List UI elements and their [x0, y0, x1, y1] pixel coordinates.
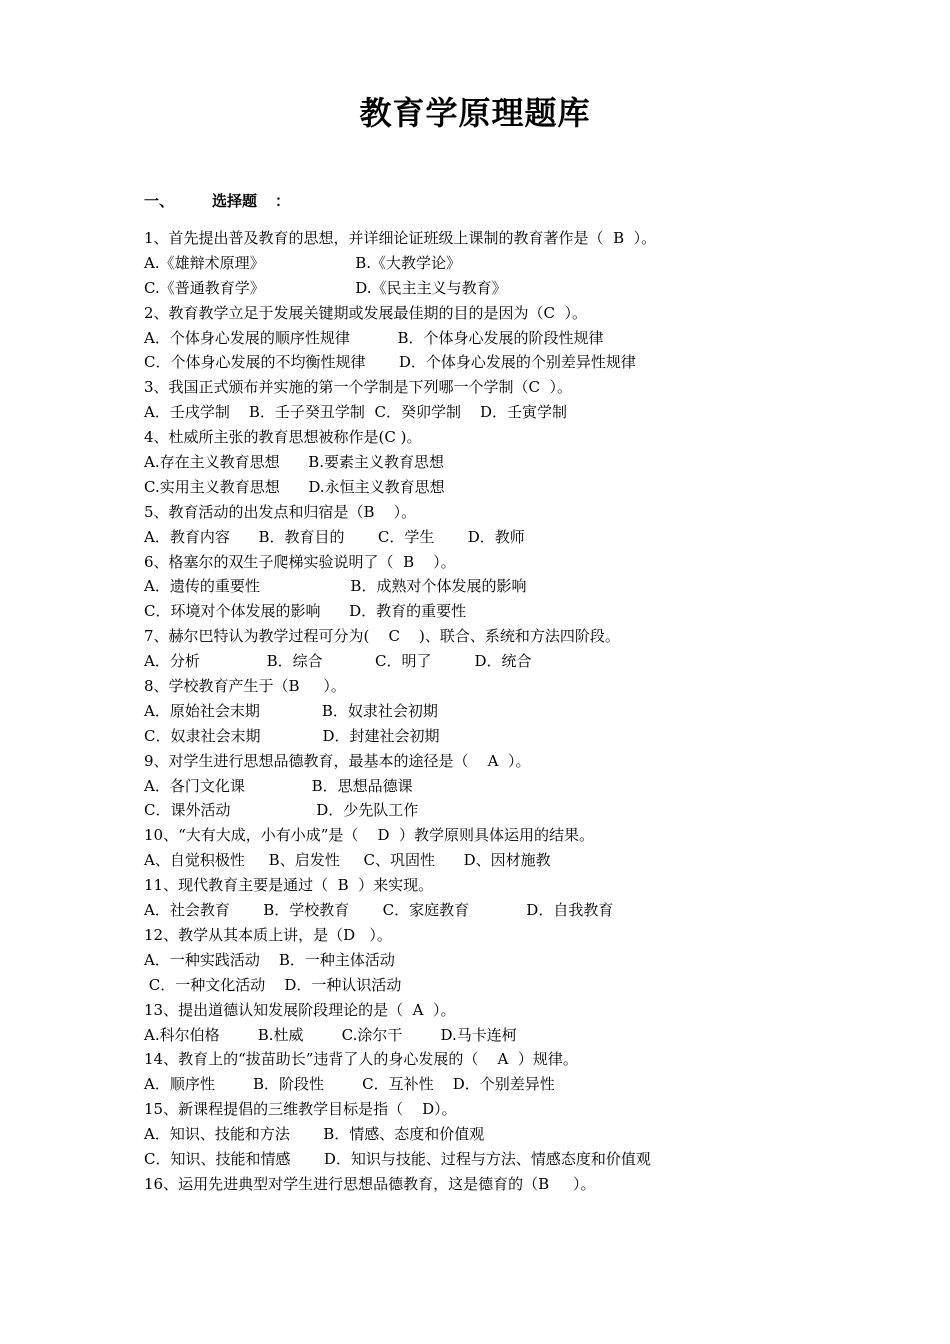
text-line: A.《雄辩术原理》 B.《大教学论》 — [144, 253, 461, 272]
text-line: A．社会教育 B．学校教育 C．家庭教育 D．自我教育 — [144, 901, 614, 920]
text-line: 14、教育上的“拔苗助长”违背了人的身心发展的（ A ）规律。 — [144, 1050, 578, 1069]
text-line: C.实用主义教育思想 D.永恒主义教育思想 — [144, 477, 445, 496]
text-line: A．知识、技能和方法 B．情感、态度和价值观 — [144, 1125, 485, 1144]
text-line: C．环境对个体发展的影响 D．教育的重要性 — [144, 602, 467, 621]
section-heading — [144, 190, 290, 211]
text-line: A、自觉积极性 B、启发性 C、巩固性 D、因材施教 — [144, 851, 551, 870]
text-line: A．各门文化课 B．思想品德课 — [144, 776, 413, 795]
section-number: 一、 — [144, 192, 175, 210]
text-line: A．教育内容 B．教育目的 C．学生 D．教师 — [144, 527, 525, 546]
section-label: 选择题 — [212, 192, 258, 210]
text-line: 7、赫尔巴特认为教学过程可分为( C )、联合、系统和方法四阶段。 — [144, 627, 620, 646]
text-line: C.《普通教育学》 D.《民主主义与教育》 — [144, 278, 507, 297]
text-line: 15、新课程提倡的三维教学目标是指（ D）。 — [144, 1100, 457, 1119]
text-line: 6、格塞尔的双生子爬梯实验说明了（ B ）。 — [144, 552, 456, 571]
text-line: 9、对学生进行思想品德教育，最基本的途径是（ A ）。 — [144, 751, 531, 770]
text-line: 11、现代教育主要是通过（ B ）来实现。 — [144, 876, 434, 895]
text-line: 1、首先提出普及教育的思想，并详细论证班级上课制的教育著作是（ B ）。 — [144, 229, 657, 247]
text-line: A．分析 B．综合 C．明了 D．统合 — [144, 652, 532, 671]
text-line: A．遗传的重要性 B．成熟对个体发展的影响 — [144, 577, 527, 596]
text-line: 10、“大有大成，小有小成”是（ D ）教学原则具体运用的结果。 — [144, 826, 595, 845]
section-colon: ： — [275, 192, 291, 210]
text-line: C．个体身心发展的不均衡性规律 D．个体身心发展的个别差异性规律 — [144, 353, 636, 372]
text-line: 5、教育活动的出发点和归宿是（B ）。 — [144, 502, 417, 521]
text-line: 13、提出道德认知发展阶段理论的是（ A ）。 — [144, 1000, 456, 1019]
text-line: A．原始社会末期 B．奴隶社会初期 — [144, 701, 438, 720]
text-line: 8、学校教育产生于（B ）。 — [144, 677, 346, 696]
text-line: A．壬戌学制 B．壬子癸丑学制 C．癸卯学制 D．壬寅学制 — [144, 403, 568, 422]
text-line: C．奴隶社会末期 D．封建社会初期 — [144, 726, 440, 745]
text-line: A．个体身心发展的顺序性规律 B．个体身心发展的阶段性规律 — [144, 328, 604, 347]
text-line: C．课外活动 D．少先队工作 — [144, 801, 419, 820]
text-line: 16、运用先进典型对学生进行思想品德教育，这是德育的（B ）。 — [144, 1174, 596, 1193]
text-line: A．顺序性 B．阶段性 C．互补性 D．个别差异性 — [144, 1075, 555, 1094]
text-line: 3、我国正式颁布并实施的第一个学制是下列哪一个学制（C ）。 — [144, 378, 573, 397]
question-list — [144, 226, 804, 1197]
text-line: A.科尔伯格 B.杜威 C.涂尔干 D.马卡连柯 — [144, 1025, 517, 1044]
text-line: 2、教育教学立足于发展关键期或发展最佳期的目的是因为（C ）。 — [144, 303, 588, 322]
text-line: A．一种实践活动 B．一种主体活动 — [144, 950, 395, 969]
text-line: A.存在主义教育思想 B.要素主义教育思想 — [144, 453, 445, 472]
text-line: 4、杜威所主张的教育思想被称作是(C )。 — [144, 428, 422, 447]
text-line: C．一种文化活动 D．一种认识活动 — [144, 975, 402, 994]
text-line: C．知识、技能和情感 D．知识与技能、过程与方法、情感态度和价值观 — [144, 1149, 651, 1168]
text-line: 12、教学从其本质上讲，是（D ）。 — [144, 925, 392, 944]
page-title: 教育学原理题库 — [359, 94, 591, 132]
